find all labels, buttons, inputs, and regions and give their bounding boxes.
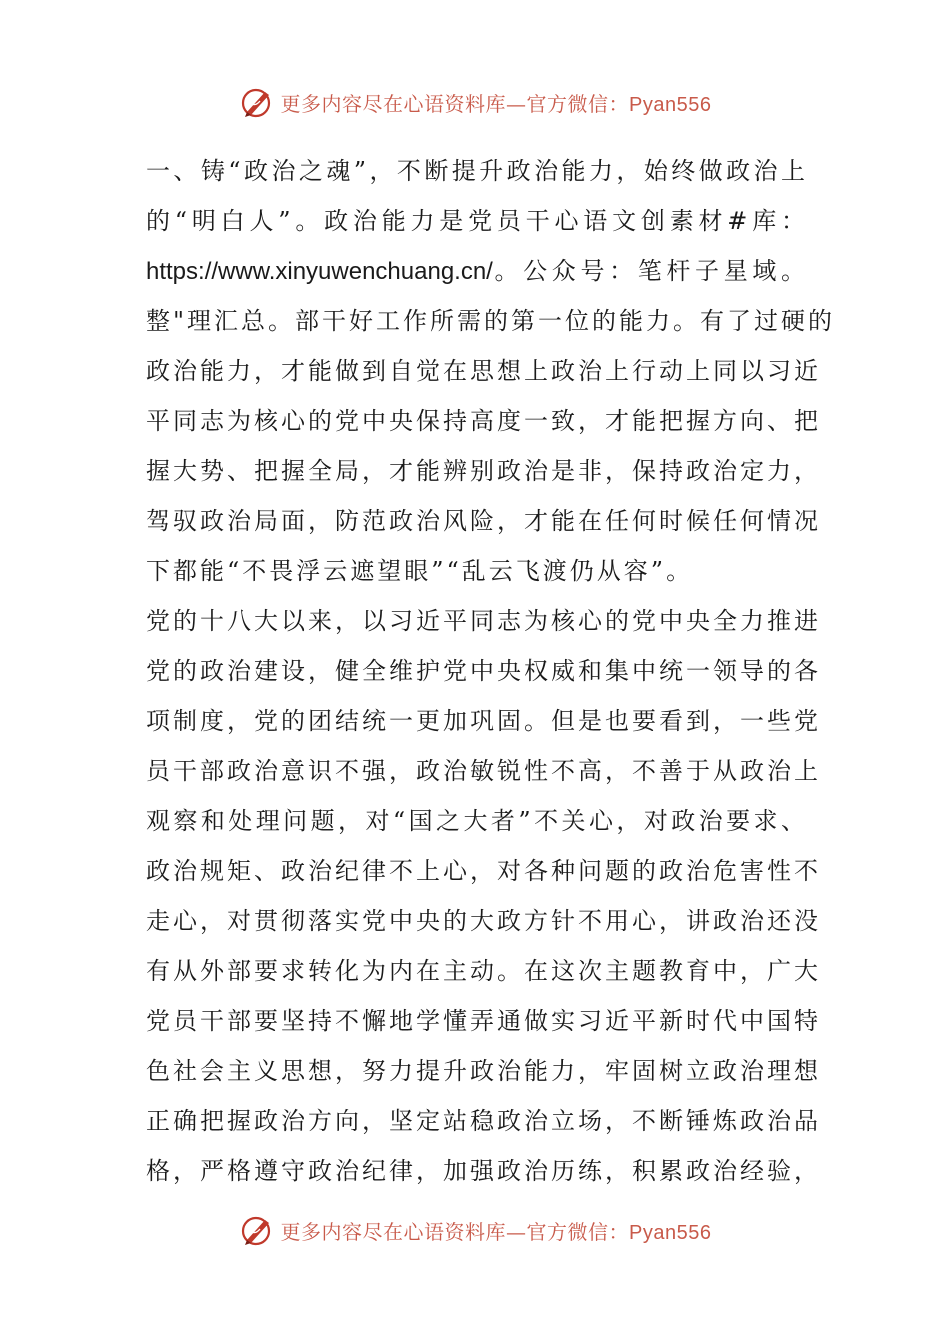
text-line: 政治规矩、政治纪律不上心，对各种问题的政治危害性不 [146,857,821,885]
footer-banner-text [281,1216,712,1245]
text-line: 下都能“不畏浮云遮望眼”“乱云飞渡仍从容”。 [146,557,694,585]
text-line: 的“明白人”。政治能力是党员干心语文创素材#库： [146,207,808,235]
text-line: 有从外部要求转化为内在主动。在这次主题教育中，广大 [146,957,821,985]
header-banner-wechat-id: Pyan556 [629,93,712,116]
document-body [146,146,836,1196]
text-line: 平同志为核心的党中央保持高度一致，才能把握方向、把 [146,407,821,435]
header-banner-text [281,88,712,117]
footer-banner-cn: 更多内容尽在心语资料库—官方微信： [280,1219,630,1244]
text-line: 走心，对贯彻落实党中央的大政方针不用心，讲政治还没 [146,907,821,935]
text-line-with-url [146,246,808,296]
footer-banner-wechat-id: Pyan556 [629,1221,712,1244]
text-line: 党员干部要坚持不懈地学懂弄通做实习近平新时代中国特 [146,1007,821,1035]
text-line: 政治能力，才能做到自觉在思想上政治上行动上同以习近 [146,357,821,385]
paragraph-1 [146,146,836,596]
text-line: 正确把握政治方向，坚定站稳政治立场，不断锤炼政治品 [146,1107,821,1135]
text-line: 一、铸“政治之魂”，不断提升政治能力，始终做政治上 [146,157,808,185]
text-line: 项制度，党的团结统一更加巩固。但是也要看到，一些党 [146,707,821,735]
text-line: 驾驭政治局面，防范政治风险，才能在任何时候任何情况 [146,507,821,535]
footer-banner [0,1208,950,1252]
text-line: 格，严格遵守政治纪律，加强政治历练，积累政治经验， [146,1157,821,1185]
paragraph-2 [146,596,821,1196]
text-line: 党的十八大以来，以习近平同志为核心的党中央全力推进 [146,607,821,635]
text-line: 观察和处理问题，对“国之大者”不关心，对政治要求、 [146,807,808,835]
header-banner-cn: 更多内容尽在心语资料库—官方微信： [280,91,630,116]
website-url: https://www.xinyuwenchuang.cn/ [146,258,493,285]
pen-logo-icon [239,1212,275,1248]
text-line: 党的政治建设，健全维护党中央权威和集中统一领导的各 [146,657,821,685]
text-line: 色社会主义思想，努力提升政治能力，牢固树立政治理想 [146,1057,821,1085]
header-banner [0,80,950,124]
text-fragment: 。公众号：笔杆子星域。 [492,257,808,285]
text-line: 握大势、把握全局，才能辨别政治是非，保持政治定力， [146,457,821,485]
pen-logo-icon [239,84,275,120]
text-line: 员干部政治意识不强，政治敏锐性不高，不善于从政治上 [146,757,821,785]
text-line: 整"理汇总。部干好工作所需的第一位的能力。有了过硬的 [146,307,836,335]
